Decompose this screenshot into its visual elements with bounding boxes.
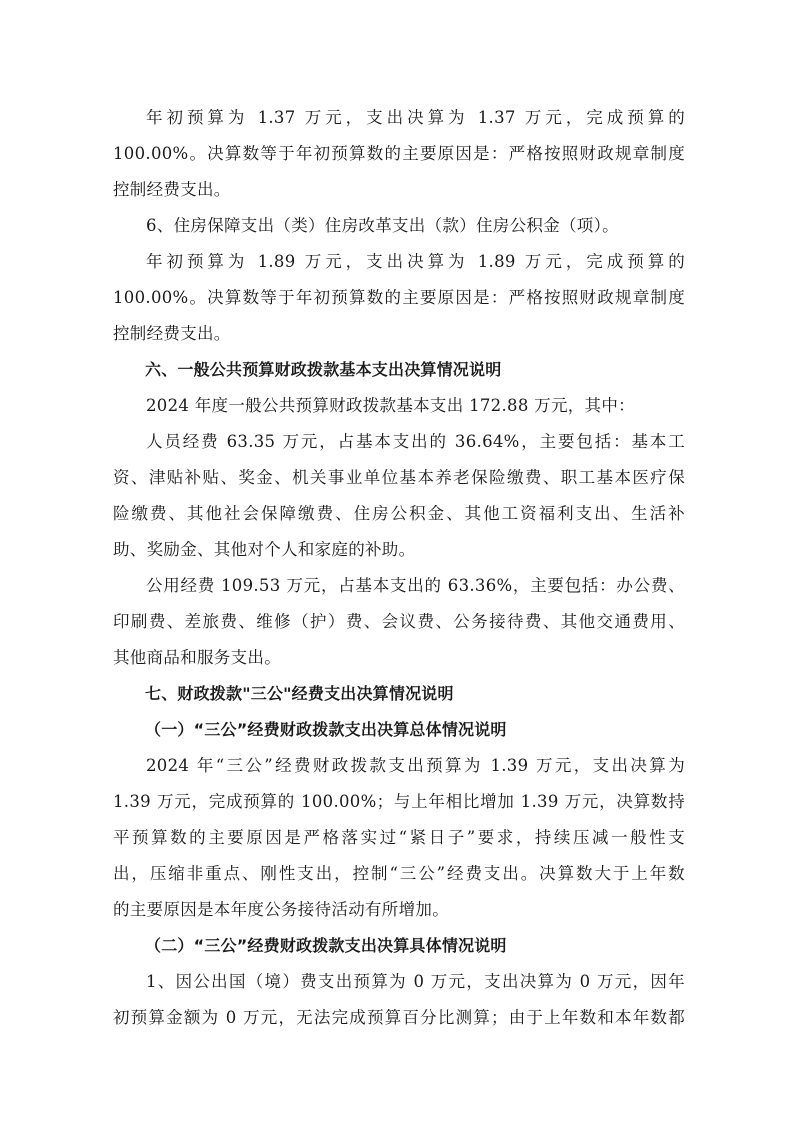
paragraph-line: 1、因公出国（境）费支出预算为 0 万元，支出决算为 0 万元，因年: [146, 972, 685, 991]
paragraph-line: 控制经费支出。: [113, 180, 231, 199]
paragraph-line: 险缴费、其他社会保障缴费、住房公积金、其他工资福利支出、生活补: [113, 504, 685, 523]
paragraph-line: 年初预算为 1.89 万元，支出决算为 1.89 万元，完成预算的: [146, 252, 685, 271]
paragraph-line: 资、津贴补贴、奖金、机关事业单位基本养老保险缴费、职工基本医疗保: [113, 468, 685, 487]
paragraph-line: 人员经费 63.35 万元，占基本支出的 36.64%，主要包括：基本工: [146, 432, 685, 451]
paragraph-line: 控制经费支出。: [113, 324, 231, 343]
section-heading: 七、财政拨款"三公"经费支出决算情况说明: [145, 684, 454, 703]
paragraph-line: 的主要原因是本年度公务接待活动有所增加。: [113, 900, 449, 919]
paragraph-line: 出，压缩非重点、刚性支出，控制“三公”经费支出。决算数大于上年数: [113, 864, 685, 883]
subsection-heading: （一）“三公”经费财政拨款支出决算总体情况说明: [145, 720, 507, 739]
section-heading: 六、一般公共预算财政拨款基本支出决算情况说明: [145, 360, 502, 379]
paragraph-line: 100.00%。决算数等于年初预算数的主要原因是：严格按照财政规章制度: [113, 144, 685, 163]
paragraph-line: 平预算数的主要原因是严格落实过“紧日子”要求，持续压减一般性支: [113, 828, 685, 847]
paragraph-line: 6、住房保障支出（类）住房改革支出（款）住房公积金（项）。: [146, 216, 619, 235]
paragraph-line: 初预算金额为 0 万元，无法完成预算百分比测算；由于上年数和本年数都: [113, 1008, 685, 1027]
paragraph-line: 100.00%。决算数等于年初预算数的主要原因是：严格按照财政规章制度: [113, 288, 685, 307]
document-body: [113, 100, 685, 1036]
paragraph-line: 2024 年“三公”经费财政拨款支出预算为 1.39 万元，支出决算为: [146, 756, 685, 775]
paragraph-line: 1.39 万元，完成预算的 100.00%；与上年相比增加 1.39 万元，决算数持: [113, 792, 685, 811]
paragraph-line: 年初预算为 1.37 万元，支出决算为 1.37 万元，完成预算的: [146, 108, 685, 127]
paragraph-line: 助、奖励金、其他对个人和家庭的补助。: [113, 540, 416, 559]
paragraph-line: 2024 年度一般公共预算财政拨款基本支出 172.88 万元，其中：: [146, 396, 635, 415]
paragraph-line: 其他商品和服务支出。: [113, 648, 281, 667]
subsection-heading: （二）“三公”经费财政拨款支出决算具体情况说明: [145, 936, 507, 955]
paragraph-line: 印刷费、差旅费、维修（护）费、会议费、公务接待费、其他交通费用、: [113, 612, 685, 631]
paragraph-line: 公用经费 109.53 万元，占基本支出的 63.36%，主要包括：办公费、: [146, 576, 685, 595]
